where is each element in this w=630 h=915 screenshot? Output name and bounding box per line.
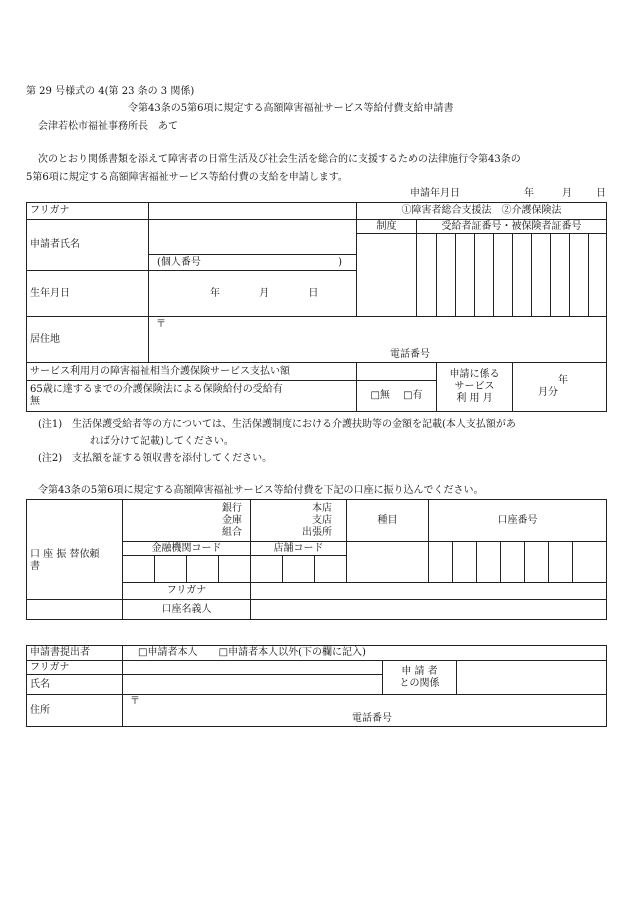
cert-digit[interactable] [417,234,437,317]
submitter-other-option[interactable]: □申請者本人以外(下の欄に記入) [218,647,366,658]
branch-code-digit[interactable] [315,556,347,583]
cert-number-label: 受給者証番号・被保険者証番号 [417,220,607,234]
institution-code-digit[interactable] [123,556,155,583]
cert-digit[interactable] [456,234,475,317]
personal-number-close: ) [338,257,342,268]
branch-code-label: 店舗コード [251,542,347,556]
form-number: 第 29 号様式の 4(第 23 条の 3 関係) [26,86,195,97]
applicant-name-field[interactable] [149,220,357,234]
intro-line-1: 次のとおり関係書類を添えて障害者の日常生活及び社会生活を総合的に支援するための法律施行令第43条の [38,154,521,165]
account-holder-label: 口座名義人 [123,600,251,620]
none-option[interactable]: □無 [370,390,390,401]
insurance-receipt-options[interactable] [357,381,437,412]
service-payment-label: サービス利用月の障害福祉相当介護保険サービス支払い額 [27,363,357,381]
institution-code-label: 金融機関コード [123,542,251,556]
address-label: 居住地 [27,317,149,363]
submitter-furigana-field[interactable] [123,661,383,675]
system-field[interactable] [357,234,417,317]
furigana-field[interactable] [149,203,357,220]
holder-furigana-label: フリガナ [123,583,251,600]
birth-day: 日 [308,287,319,299]
account-type-label: 種目 [347,500,429,542]
submitter-furigana-label: フリガナ [27,661,123,675]
service-month-portion: 月分 [538,387,558,398]
bank-table [26,499,607,620]
submitter-postal-mark: 〒 [130,696,140,707]
institution-code-digit[interactable] [155,556,187,583]
service-month-field[interactable] [513,363,607,412]
apply-date-day: 日 [596,188,606,199]
branch-name-field[interactable]: 本店 支店 出張所 [251,500,347,542]
note-2: (注2) 支払額を証する領収書を添付してください。 [38,453,273,464]
account-digit[interactable] [477,542,501,583]
furigana-label: フリガナ [27,203,149,220]
phone-label: 電話番号 [390,349,430,360]
birth-date-field[interactable] [149,271,357,317]
applicant-name-label: 申請者氏名 [27,220,149,271]
account-type-field[interactable] [347,542,429,583]
apply-date-month: 月 [562,188,572,199]
account-digit[interactable] [525,542,549,583]
institution-code-digit[interactable] [187,556,219,583]
birth-date-label: 生年月日 [27,271,149,317]
account-digit[interactable] [501,542,525,583]
cert-digit[interactable] [570,234,589,317]
account-digit[interactable] [549,542,573,583]
cert-digit[interactable] [494,234,513,317]
insurance-receipt-label: 65歳に達するまでの介護保険法による保険給付の受給有 無 [27,381,357,412]
relation-label: 申 請 者 との関係 [383,661,457,695]
submitter-options[interactable] [123,646,607,661]
apply-date-label: 申請年月日 [410,188,460,199]
cert-digit[interactable] [551,234,570,317]
account-digit[interactable] [573,542,607,583]
cert-digit[interactable] [589,234,607,317]
transfer-section-label-tail [27,600,123,620]
submitter-label: 申請書提出者 [27,646,123,661]
institution-code-digit[interactable] [219,556,251,583]
birth-month: 月 [259,287,270,299]
postal-mark: 〒 [156,319,166,330]
account-digit[interactable] [453,542,477,583]
birth-year: 年 [210,287,220,299]
system-label: 制度 [357,220,417,234]
note-1a: (注1) 生活保護受給者等の方については、生活保護制度における介護扶助等の金額を記載(本人支払額があ [38,419,516,430]
submitter-address-label: 住所 [27,695,123,727]
addressee: 会津若松市福祉事務所長 あて [38,121,178,132]
transfer-section-label: 口 座 振 替依頼 書 [27,500,123,600]
cert-digit[interactable] [437,234,456,317]
cert-digit[interactable] [475,234,494,317]
submitter-name-label: 氏名 [27,675,123,695]
bank-name-field[interactable]: 銀行 金庫 組合 [123,500,251,542]
holder-furigana-field[interactable] [251,583,607,600]
cert-digit[interactable] [513,234,532,317]
yes-option[interactable]: □有 [403,390,423,401]
branch-code-digit[interactable] [283,556,315,583]
service-payment-field[interactable] [357,363,437,381]
note-1b: れば分けて記載)してください。 [90,436,234,447]
bank-intro: 令第43条の5第6項に規定する高額障害福祉サービス等給付費を下記の口座に振り込んでください。 [38,485,484,496]
apply-date-year: 年 [524,188,534,199]
submitter-name-field[interactable] [123,675,383,695]
submitter-table [26,645,607,727]
submitter-self-option[interactable]: □申請者本人 [138,647,198,658]
account-digit[interactable] [429,542,453,583]
personal-number-label: (個人番号 [157,257,201,268]
law-options[interactable]: ①障害者総合支援法 ②介護保険法 [357,203,607,220]
account-holder-field[interactable] [251,600,607,620]
form-title: 令第43条の5第6項に規定する高額障害福祉サービス等給付費支給申請書 [128,103,454,114]
submitter-phone-label: 電話番号 [352,713,392,724]
service-month-label: 申請に係る サービス 利 用 月 [437,363,513,412]
personal-number-cell[interactable] [149,234,357,271]
service-month-year: 年 [558,375,568,386]
submitter-address-field[interactable] [123,695,607,727]
cert-digit[interactable] [532,234,551,317]
branch-code-digit[interactable] [251,556,283,583]
intro-line-2: 5第6項に規定する高額障害福祉サービス等給付費の支給を申請します。 [26,172,348,183]
account-number-label: 口座番号 [429,500,607,542]
address-field[interactable] [149,317,607,363]
applicant-table [26,202,607,412]
relation-field[interactable] [457,661,607,695]
